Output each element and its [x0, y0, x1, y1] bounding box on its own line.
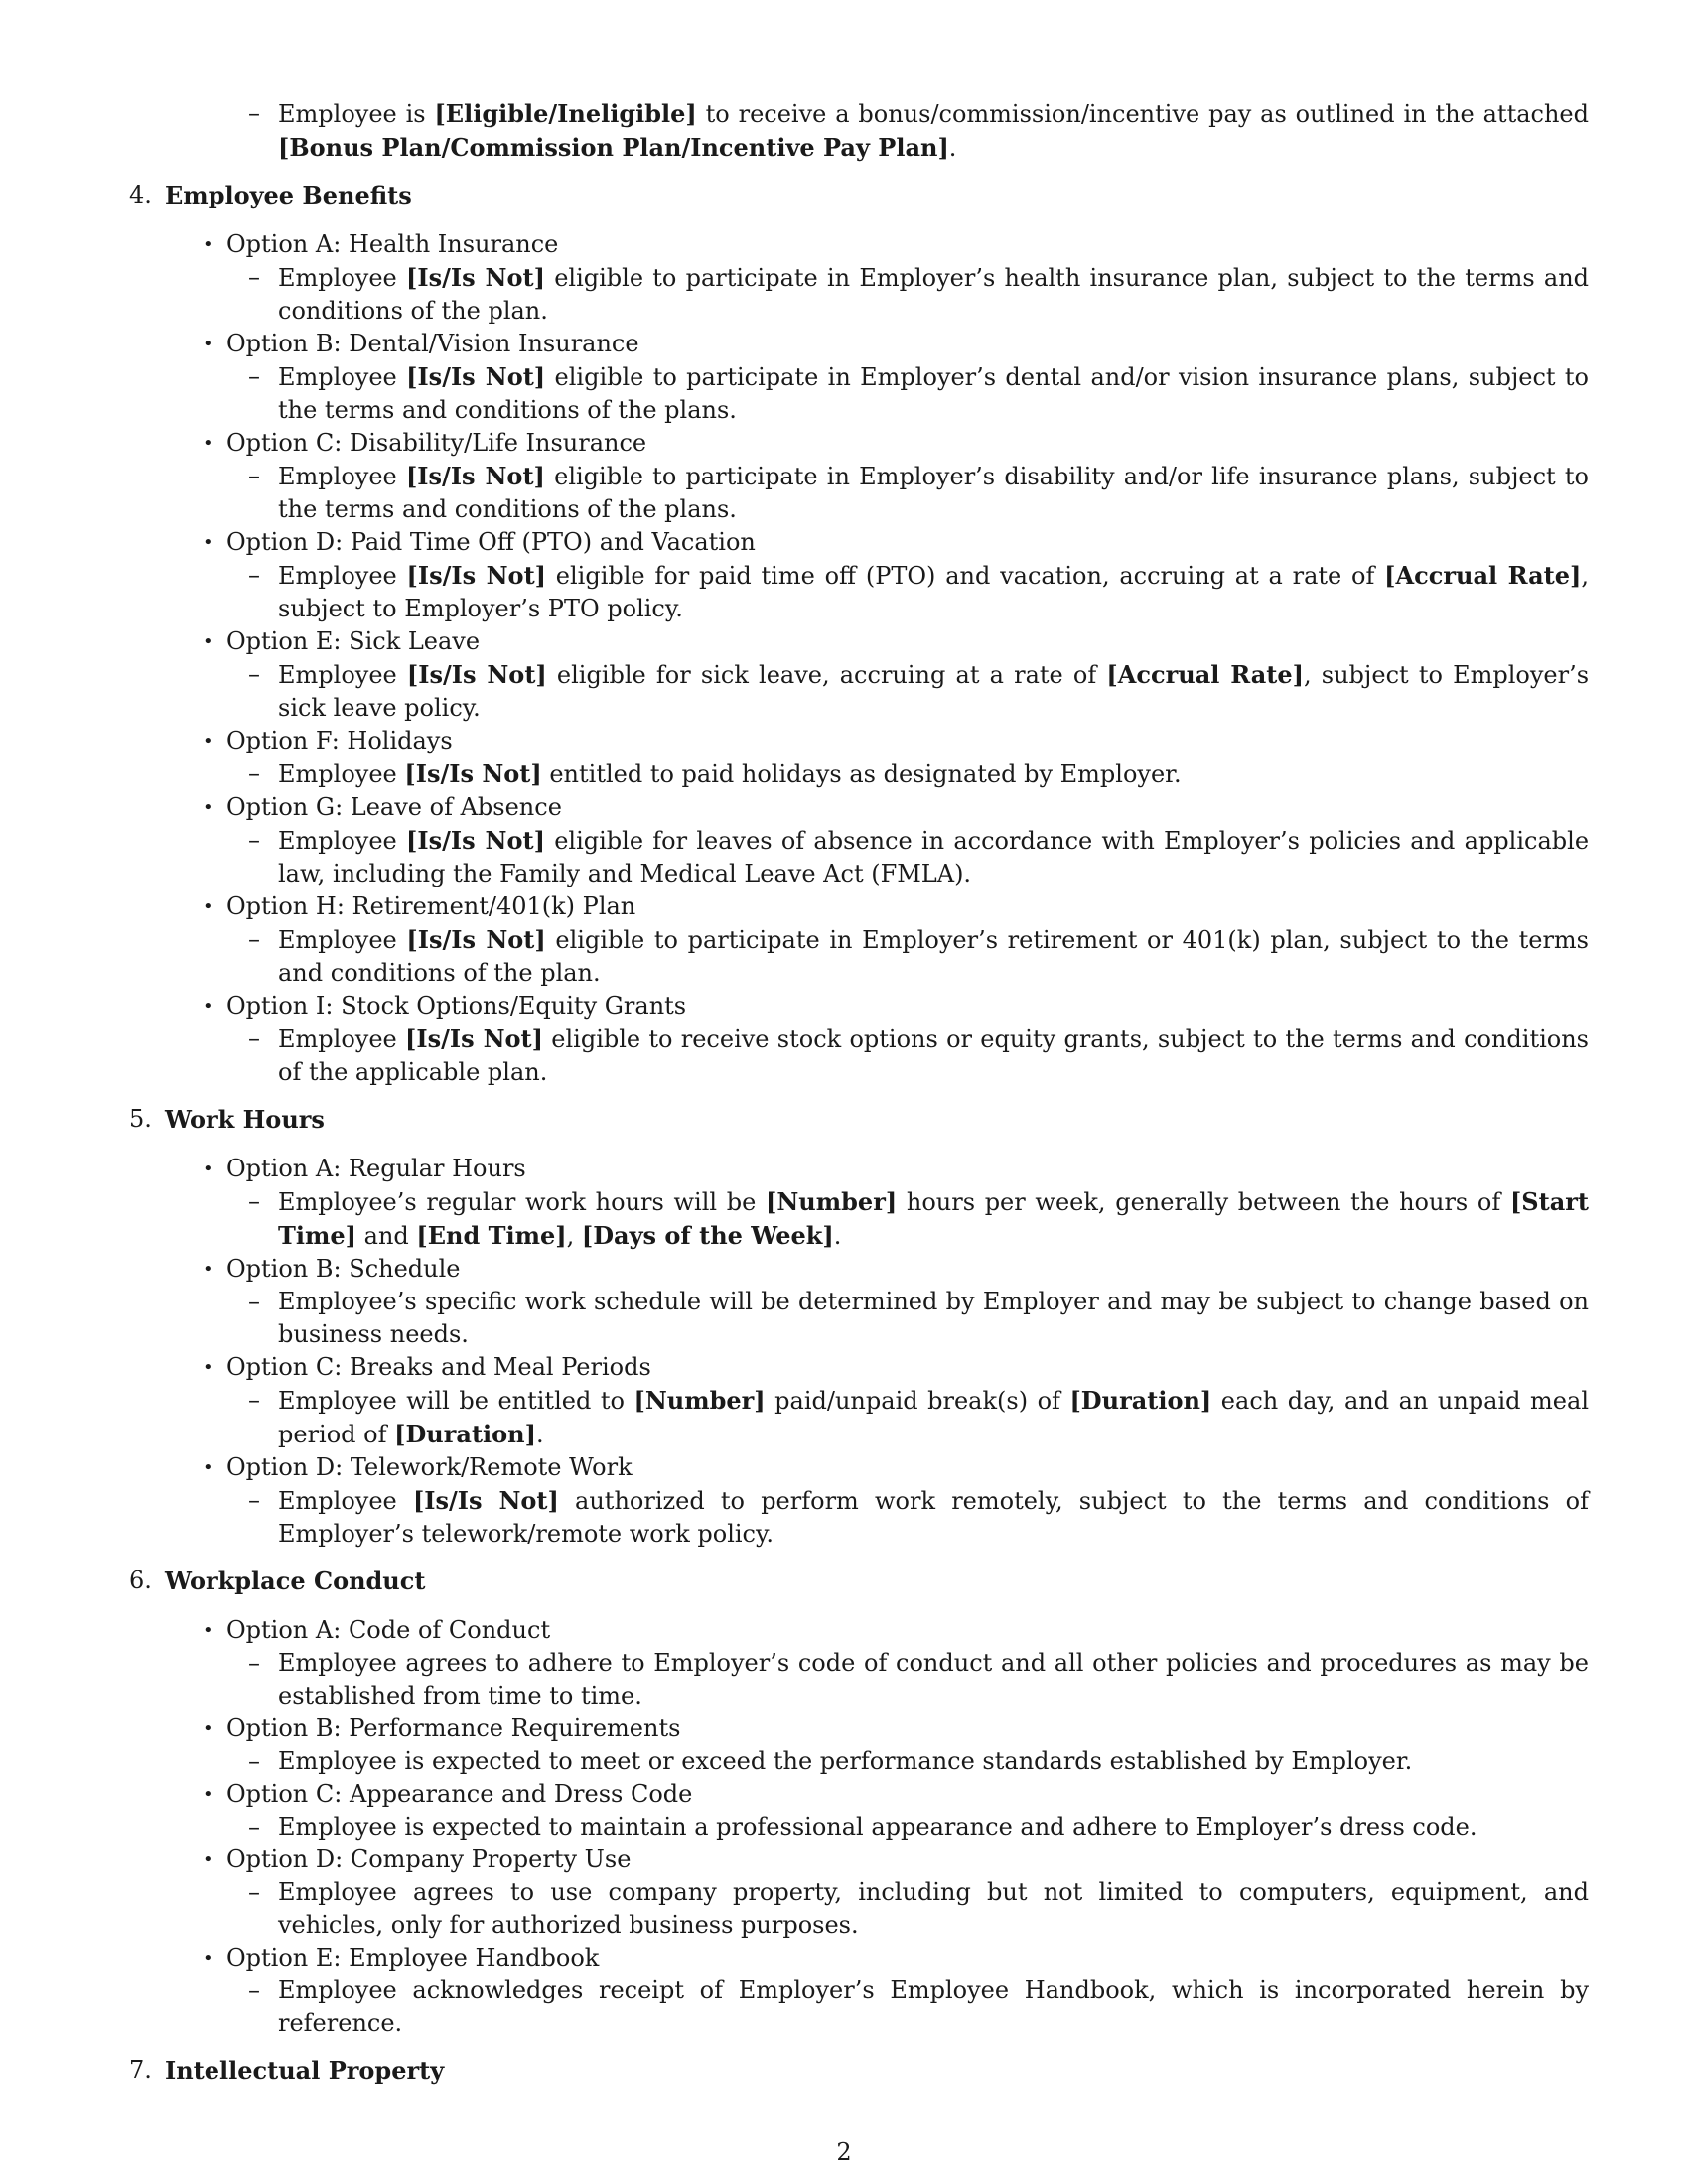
- text-run: and: [356, 1222, 417, 1250]
- text-run: Employee agrees to use company property, including but not limited to computers, equipment, and vehicles, only for authorized business purposes.: [278, 1878, 1589, 1939]
- option-item: [129, 1351, 1589, 1384]
- option-detail: [129, 559, 1589, 625]
- placeholder-field: [End Time]: [416, 1221, 567, 1250]
- dash-marker: –: [248, 1486, 260, 1514]
- placeholder-field: [Number]: [766, 1187, 898, 1216]
- text-run: .: [833, 1222, 842, 1250]
- text-run: Employee: [278, 760, 405, 788]
- section-title: Workplace Conduct: [165, 1567, 426, 1595]
- option-detail: [129, 1484, 1589, 1551]
- option-item: [129, 1942, 1589, 1975]
- placeholder-field: [Is/Is Not]: [404, 759, 542, 788]
- text-run: Employee is: [278, 100, 435, 128]
- option-detail: [129, 261, 1589, 328]
- dash-marker: –: [248, 1813, 260, 1841]
- bullet-marker: •: [203, 797, 213, 818]
- text-run: , subject to Employer’s sick leave policy.: [278, 661, 1590, 722]
- dash-marker: –: [248, 462, 260, 489]
- option-detail: [129, 1384, 1589, 1451]
- section-number: 5.: [129, 1105, 152, 1133]
- text-run: entitled to paid holidays as designated by Employer.: [541, 760, 1182, 788]
- text-run: eligible to participate in Employer’s disability and/or life insurance plans, subject to the terms and conditions of the plans.: [278, 463, 1589, 523]
- text-run: Employee: [278, 926, 407, 954]
- bullet-marker: •: [203, 532, 213, 553]
- dash-marker: –: [248, 263, 260, 291]
- option-detail: [129, 97, 1589, 165]
- bullet-marker: •: [203, 1948, 213, 1969]
- placeholder-field: [Start Time]: [278, 1187, 1589, 1250]
- section-heading: [129, 179, 1589, 212]
- dash-marker: –: [248, 1024, 260, 1052]
- text-run: hours per week, generally between the hours of: [897, 1188, 1510, 1216]
- section-heading: [129, 2054, 1589, 2088]
- text-run: Employee: [278, 661, 407, 689]
- option-label: Option A: Code of Conduct: [226, 1616, 551, 1644]
- text-run: Employee is expected to maintain a professional appearance and adhere to Employer’s dress code.: [278, 1813, 1477, 1841]
- text-run: Employee: [278, 562, 407, 590]
- bullet-marker: •: [203, 334, 213, 354]
- option-label: Option E: Sick Leave: [226, 627, 481, 655]
- option-label: Option B: Dental/Vision Insurance: [226, 330, 639, 357]
- option-detail: [129, 1811, 1589, 1843]
- section-title: Intellectual Property: [165, 2056, 445, 2085]
- placeholder-field: [Is/Is Not]: [406, 660, 547, 689]
- dash-marker: –: [248, 759, 260, 787]
- option-item: [129, 791, 1589, 824]
- option-label: Option C: Breaks and Meal Periods: [226, 1353, 651, 1381]
- option-detail: [129, 360, 1589, 427]
- text-run: eligible to receive stock options or equity grants, subject to the terms and conditions of the applicable plan.: [278, 1025, 1589, 1086]
- option-item: [129, 1153, 1589, 1185]
- placeholder-field: [Duration]: [394, 1420, 536, 1448]
- dash-marker: –: [248, 826, 260, 854]
- dash-marker: –: [248, 362, 260, 390]
- text-run: Employee acknowledges receipt of Employer’s Employee Handbook, which is incorporated herein by reference.: [278, 1977, 1589, 2037]
- option-item: [129, 1451, 1589, 1484]
- placeholder-field: [Is/Is Not]: [405, 1024, 543, 1053]
- dash-marker: –: [248, 1747, 260, 1775]
- option-label: Option F: Holidays: [226, 727, 453, 754]
- bullet-marker: •: [203, 1718, 213, 1739]
- option-item: [129, 990, 1589, 1023]
- section-title: Work Hours: [165, 1105, 325, 1134]
- text-run: paid/unpaid break(s) of: [765, 1387, 1070, 1415]
- option-label: Option H: Retirement/401(k) Plan: [226, 892, 636, 920]
- text-run: Employee: [278, 1025, 406, 1053]
- option-label: Option A: Health Insurance: [226, 230, 559, 258]
- option-item: [129, 427, 1589, 460]
- document-body: [129, 97, 1589, 2104]
- text-run: eligible for leaves of absence in accordance with Employer’s policies and applicable law, including the Family and Medical Leave Act (FMLA).: [278, 827, 1590, 887]
- placeholder-field: [Duration]: [1069, 1386, 1212, 1415]
- option-label: Option B: Schedule: [226, 1255, 461, 1283]
- section-title: Employee Benefits: [165, 181, 412, 209]
- text-run: Employee agrees to adhere to Employer’s code of conduct and all other policies and procedures as may be established from time to time.: [278, 1649, 1589, 1709]
- bullet-marker: •: [203, 433, 213, 454]
- text-run: eligible for sick leave, accruing at a rate of: [546, 661, 1107, 689]
- dash-marker: –: [248, 660, 260, 688]
- text-run: Employee: [278, 264, 406, 292]
- text-run: Employee’s specific work schedule will be determined by Employer and may be subject to change based on business needs.: [278, 1288, 1589, 1348]
- option-item: [129, 328, 1589, 360]
- section-number: 7.: [129, 2056, 152, 2084]
- option-detail: [129, 658, 1589, 725]
- text-run: to receive a bonus/commission/incentive pay as outlined in the attached: [696, 100, 1589, 128]
- bullet-marker: •: [203, 1457, 213, 1478]
- dash-marker: –: [248, 1649, 260, 1677]
- placeholder-field: [Is/Is Not]: [405, 462, 545, 490]
- option-detail: [129, 1647, 1589, 1712]
- text-run: .: [948, 134, 957, 162]
- dash-marker: –: [248, 1977, 260, 2004]
- option-item: [129, 725, 1589, 757]
- placeholder-field: [Is/Is Not]: [405, 826, 545, 855]
- option-label: Option E: Employee Handbook: [226, 1944, 600, 1972]
- bullet-marker: •: [203, 234, 213, 255]
- section-heading: [129, 1565, 1589, 1598]
- option-label: Option D: Company Property Use: [226, 1845, 632, 1873]
- text-run: eligible to participate in Employer’s retirement or 401(k) plan, subject to the terms and conditions of the plan.: [278, 926, 1589, 987]
- text-run: Employee: [278, 363, 407, 391]
- bullet-marker: •: [203, 1159, 213, 1179]
- option-detail: [129, 923, 1589, 990]
- bullet-marker: •: [203, 896, 213, 917]
- option-label: Option D: Paid Time Off (PTO) and Vacation: [226, 528, 756, 556]
- option-detail: [129, 1286, 1589, 1351]
- text-run: authorized to perform work remotely, subject to the terms and conditions of Employer’s telework/remote work policy.: [278, 1487, 1590, 1548]
- option-label: Option D: Telework/Remote Work: [226, 1453, 633, 1481]
- option-label: Option B: Performance Requirements: [226, 1714, 681, 1742]
- placeholder-field: [Is/Is Not]: [405, 263, 545, 292]
- text-run: , subject to Employer’s PTO policy.: [278, 562, 1590, 622]
- placeholder-field: [Accrual Rate]: [1106, 660, 1304, 689]
- text-run: ,: [566, 1222, 582, 1250]
- option-item: [129, 526, 1589, 559]
- option-label: Option I: Stock Options/Equity Grants: [226, 992, 687, 1020]
- dash-marker: –: [248, 1878, 260, 1906]
- text-run: eligible to participate in Employer’s health insurance plan, subject to the terms and conditions of the plan.: [278, 264, 1590, 325]
- text-run: Employee: [278, 827, 406, 855]
- option-item: [129, 890, 1589, 923]
- dash-marker: –: [248, 99, 260, 127]
- option-item: [129, 1253, 1589, 1286]
- dash-marker: –: [248, 1386, 260, 1414]
- bullet-marker: •: [203, 1357, 213, 1378]
- option-label: Option C: Appearance and Dress Code: [226, 1780, 693, 1808]
- section-number: 6.: [129, 1567, 152, 1594]
- option-label: Option C: Disability/Life Insurance: [226, 429, 647, 457]
- text-run: Employee’s regular work hours will be: [278, 1188, 766, 1216]
- text-run: eligible to participate in Employer’s dental and/or vision insurance plans, subject to the terms and conditions of the plans.: [278, 363, 1590, 424]
- option-item: [129, 1614, 1589, 1647]
- option-detail: [129, 460, 1589, 526]
- option-detail: [129, 757, 1589, 791]
- option-item: [129, 1712, 1589, 1745]
- dash-marker: –: [248, 1288, 260, 1315]
- bullet-marker: •: [203, 731, 213, 751]
- text-run: Employee: [278, 1487, 413, 1515]
- text-run: each day, and an unpaid meal period of: [278, 1387, 1589, 1448]
- option-detail: [129, 1185, 1589, 1253]
- text-run: Employee: [278, 463, 406, 490]
- text-run: eligible for paid time off (PTO) and vacation, accruing at a rate of: [546, 562, 1385, 590]
- option-item: [129, 625, 1589, 658]
- dash-marker: –: [248, 1187, 260, 1215]
- placeholder-field: [Number]: [633, 1386, 766, 1415]
- option-detail: [129, 1876, 1589, 1942]
- bullet-marker: •: [203, 1259, 213, 1280]
- text-run: Employee will be entitled to: [278, 1387, 634, 1415]
- bullet-marker: •: [203, 631, 213, 652]
- option-detail: [129, 1975, 1589, 2040]
- placeholder-field: [Eligible/Ineligible]: [434, 99, 697, 128]
- option-item: [129, 228, 1589, 261]
- placeholder-field: [Accrual Rate]: [1384, 561, 1582, 590]
- option-label: Option G: Leave of Absence: [226, 793, 562, 821]
- option-label: Option A: Regular Hours: [226, 1155, 526, 1182]
- placeholder-field: [Is/Is Not]: [406, 925, 546, 954]
- section-number: 4.: [129, 181, 152, 208]
- bullet-marker: •: [203, 1620, 213, 1641]
- option-detail: [129, 824, 1589, 890]
- placeholder-field: [Is/Is Not]: [406, 561, 547, 590]
- section-heading: [129, 1103, 1589, 1137]
- dash-marker: –: [248, 561, 260, 589]
- page-number: 2: [836, 2138, 852, 2166]
- bullet-marker: •: [203, 1849, 213, 1870]
- option-item: [129, 1778, 1589, 1811]
- placeholder-field: [Is/Is Not]: [406, 362, 546, 391]
- placeholder-field: [Is/Is Not]: [412, 1486, 559, 1515]
- bullet-marker: •: [203, 996, 213, 1017]
- dash-marker: –: [248, 925, 260, 953]
- placeholder-field: [Bonus Plan/Commission Plan/Incentive Pay Plan]: [278, 133, 949, 162]
- text-run: .: [535, 1421, 544, 1448]
- option-item: [129, 1843, 1589, 1876]
- placeholder-field: [Days of the Week]: [581, 1221, 834, 1250]
- bullet-marker: •: [203, 1784, 213, 1805]
- option-detail: [129, 1023, 1589, 1089]
- option-detail: [129, 1745, 1589, 1778]
- text-run: Employee is expected to meet or exceed the performance standards established by Employer.: [278, 1747, 1413, 1775]
